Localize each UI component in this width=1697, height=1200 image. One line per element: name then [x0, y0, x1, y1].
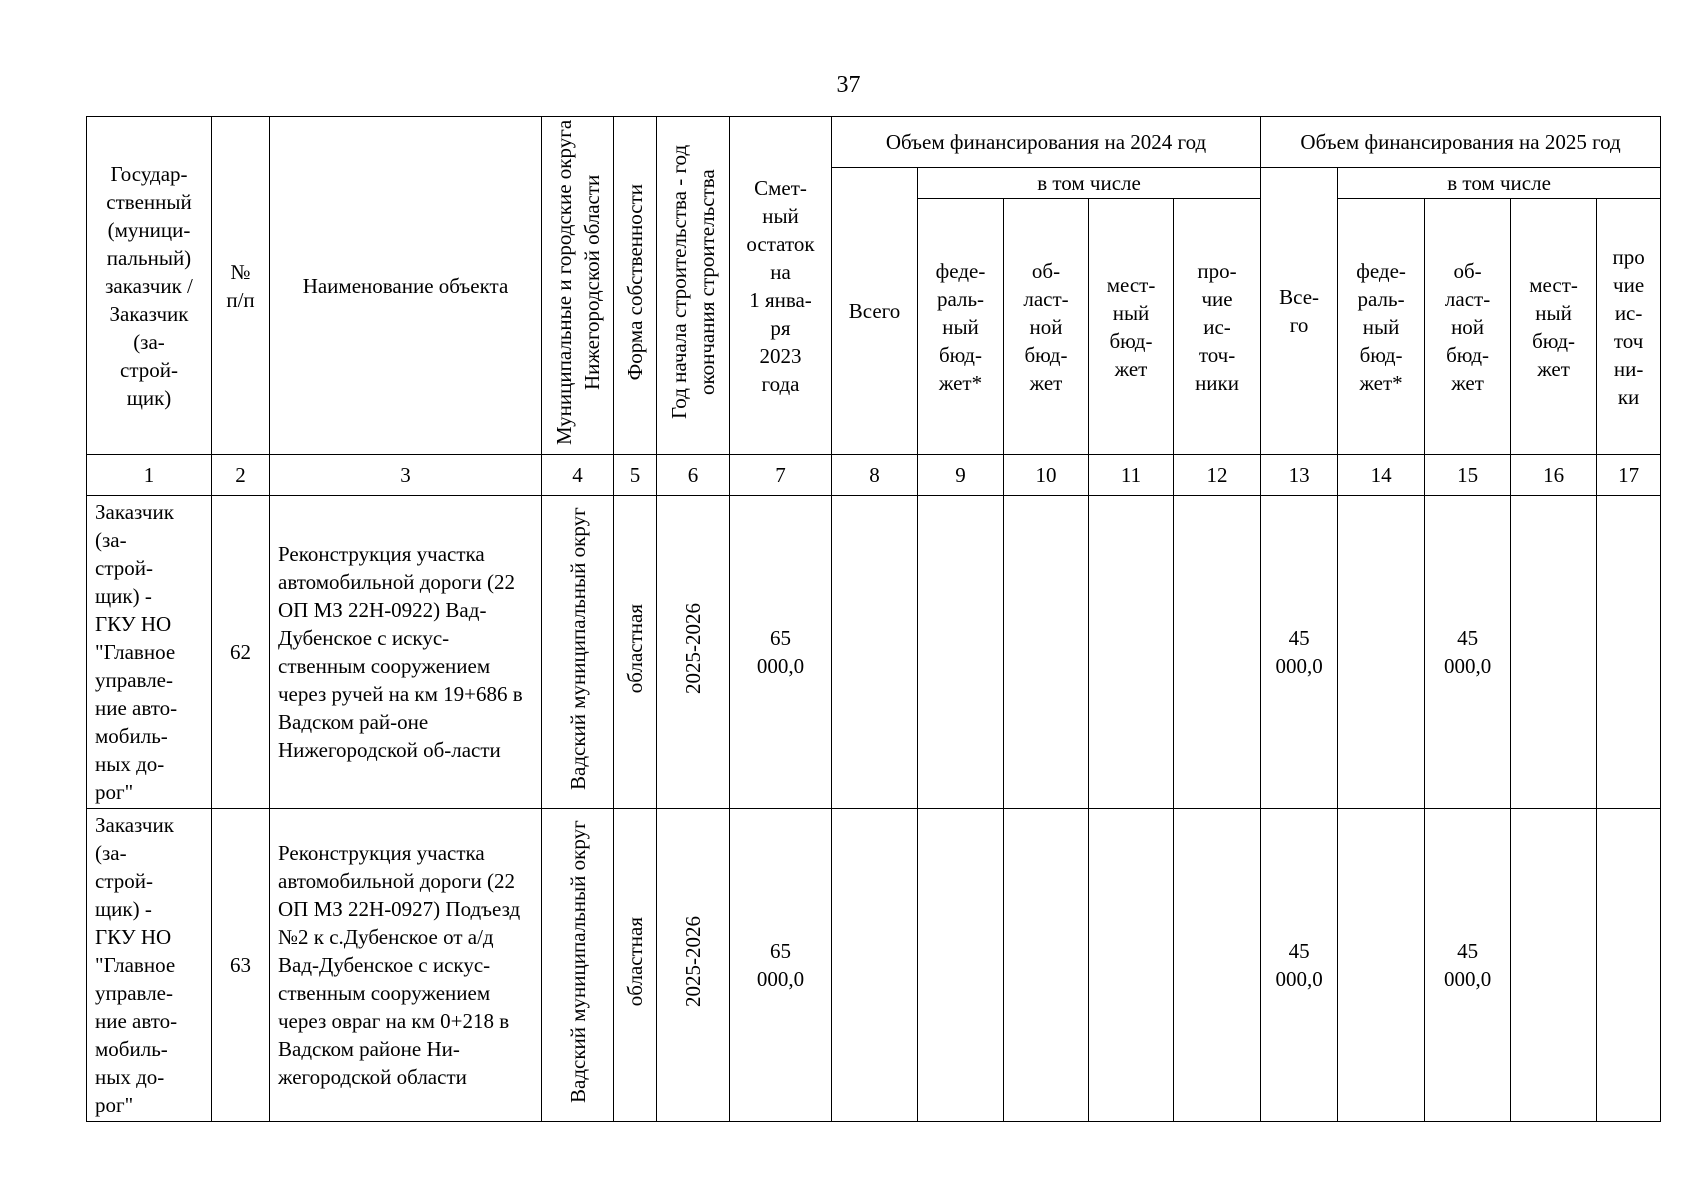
row-municipality: Вадский муниципальный округ — [565, 507, 590, 790]
header-municipality-cell — [542, 117, 614, 455]
column-number: 17 — [1597, 455, 1661, 496]
row-regional-2024 — [1004, 809, 1089, 1122]
column-number: 8 — [832, 455, 918, 496]
column-number: 6 — [657, 455, 730, 496]
row-years-cell — [657, 496, 730, 809]
row-years-cell — [657, 809, 730, 1122]
header-customer: Государ- ственный (муници- пальный) заказчик / Заказчик (за- строй- щик) — [87, 117, 212, 455]
column-number: 9 — [918, 455, 1004, 496]
row-num: 62 — [212, 496, 270, 809]
row-federal-2025 — [1338, 809, 1425, 1122]
header-other-2024: про- чие ис- точ- ники — [1174, 199, 1261, 455]
header-total-2024: Всего — [832, 168, 918, 455]
row-local-2025 — [1511, 809, 1597, 1122]
header-years: Год начала строительства - год окончания строительства — [667, 144, 719, 420]
row-years: 2025-2026 — [681, 603, 705, 694]
row-federal-2025 — [1338, 496, 1425, 809]
row-municipality-cell — [542, 496, 614, 809]
row-total-2024 — [832, 809, 918, 1122]
header-local-2025: мест- ный бюд- жет — [1511, 199, 1597, 455]
column-number: 4 — [542, 455, 614, 496]
column-number: 3 — [270, 455, 542, 496]
column-number: 5 — [614, 455, 657, 496]
row-years: 2025-2026 — [681, 916, 705, 1007]
column-number: 16 — [1511, 455, 1597, 496]
header-num: № п/п — [212, 117, 270, 455]
row-local-2024 — [1089, 496, 1174, 809]
column-number: 12 — [1174, 455, 1261, 496]
row-total-2025: 45 000,0 — [1261, 809, 1338, 1122]
row-object-name: Реконструкция участка автомобильной дороги (22 ОП МЗ 22Н-0927) Подъезд №2 к с.Дубенское от а/д Вад-Дубенское с искус-ственным сооружением через овраг на км 0+218 в Вадском районе Ни-жегородской области — [270, 809, 542, 1122]
header-object-name: Наименование объекта — [270, 117, 542, 455]
row-other-2024 — [1174, 809, 1261, 1122]
row-ownership-cell — [614, 809, 657, 1122]
column-number-row — [87, 455, 1661, 496]
row-municipality-cell — [542, 809, 614, 1122]
row-other-2024 — [1174, 496, 1261, 809]
column-number: 13 — [1261, 455, 1338, 496]
header-including-2025: в том числе — [1338, 168, 1661, 199]
header-federal-2024: феде- раль- ный бюд- жет* — [918, 199, 1004, 455]
column-number: 14 — [1338, 455, 1425, 496]
row-object-name: Реконструкция участка автомобильной дороги (22 ОП МЗ 22Н-0922) Вад-Дубенское с искус-ственным сооружением через ручей на км 19+686 в Вадском рай-оне Нижегородской об-ласти — [270, 496, 542, 809]
header-fin-2024: Объем финансирования на 2024 год — [832, 117, 1261, 168]
row-other-2025 — [1597, 809, 1661, 1122]
row-federal-2024 — [918, 496, 1004, 809]
header-including-2024: в том числе — [918, 168, 1261, 199]
row-other-2025 — [1597, 496, 1661, 809]
row-ownership: областная — [623, 916, 647, 1007]
page-number: 37 — [836, 72, 861, 98]
row-local-2024 — [1089, 809, 1174, 1122]
header-regional-2025: об- ласт- ной бюд- жет — [1425, 199, 1511, 455]
header-years-cell — [657, 117, 730, 455]
financing-table — [86, 116, 1661, 1122]
header-total-2025: Все- го — [1261, 168, 1338, 455]
header-regional-2024: об- ласт- ной бюд- жет — [1004, 199, 1089, 455]
header-federal-2025: феде- раль- ный бюд- жет* — [1338, 199, 1425, 455]
column-number: 11 — [1089, 455, 1174, 496]
row-municipality: Вадский муниципальный округ — [565, 820, 590, 1103]
row-customer: Заказчик (за- строй- щик) - ГКУ НО "Главное управле- ние авто- мобиль- ных до- рог" — [87, 496, 212, 809]
header-municipality: Муниципальные и городские округа Нижегородской области — [551, 119, 604, 445]
row-total-2024 — [832, 496, 918, 809]
row-regional-2025: 45 000,0 — [1425, 496, 1511, 809]
row-remainder: 65 000,0 — [730, 496, 832, 809]
column-number: 1 — [87, 455, 212, 496]
row-total-2025: 45 000,0 — [1261, 496, 1338, 809]
header-local-2024: мест- ный бюд- жет — [1089, 199, 1174, 455]
table-row — [87, 809, 1661, 1122]
column-number: 15 — [1425, 455, 1511, 496]
row-num: 63 — [212, 809, 270, 1122]
header-fin-2025: Объем финансирования на 2025 год — [1261, 117, 1661, 168]
row-federal-2024 — [918, 809, 1004, 1122]
row-local-2025 — [1511, 496, 1597, 809]
header-ownership-cell — [614, 117, 657, 455]
row-regional-2025: 45 000,0 — [1425, 809, 1511, 1122]
column-number: 7 — [730, 455, 832, 496]
header-ownership: Форма собственности — [623, 183, 647, 381]
row-ownership-cell — [614, 496, 657, 809]
column-number: 2 — [212, 455, 270, 496]
row-regional-2024 — [1004, 496, 1089, 809]
header-remainder: Смет- ный остаток на 1 янва- ря 2023 года — [730, 117, 832, 455]
table-row — [87, 496, 1661, 809]
row-remainder: 65 000,0 — [730, 809, 832, 1122]
row-customer: Заказчик (за- строй- щик) - ГКУ НО "Главное управле- ние авто- мобиль- ных до- рог" — [87, 809, 212, 1122]
row-ownership: областная — [623, 603, 647, 694]
header-other-2025: про чие ис- точ ни- ки — [1597, 199, 1661, 455]
column-number: 10 — [1004, 455, 1089, 496]
